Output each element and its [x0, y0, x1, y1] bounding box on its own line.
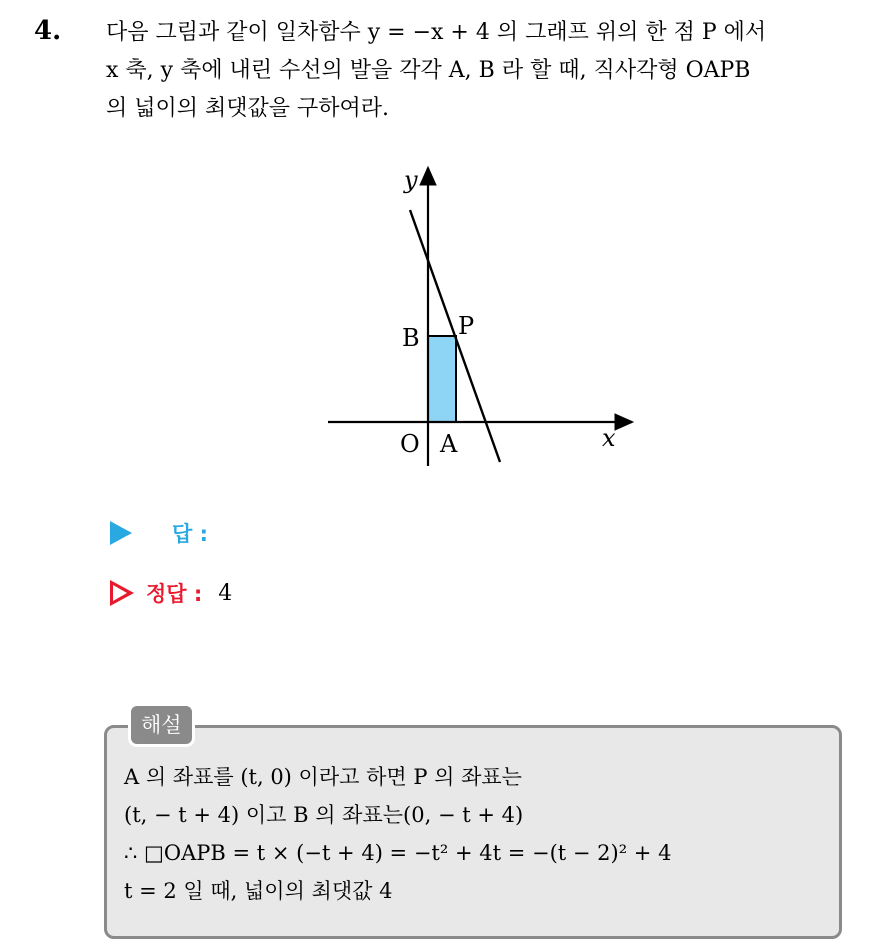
- outline-arrow-icon: [110, 580, 134, 606]
- answer-label: 답 :: [172, 522, 208, 546]
- solution-tab: 해설: [128, 703, 195, 747]
- problem-line-1: 다음 그림과 같이 일차함수 y = −x + 4 의 그래프 위의 한 점 P 에서: [106, 20, 767, 45]
- point-a-label: A: [440, 430, 458, 458]
- y-axis-label: y: [404, 166, 418, 194]
- problem-line-3: 의 넓이의 최댓값을 구하여라.: [106, 96, 389, 121]
- solution-line-3: ∴ □OAPB = t × (−t + 4) = −t² + 4t = −(t − 2)² + 4: [124, 841, 672, 865]
- solution-text: [124, 758, 671, 910]
- graph-figure: [320, 158, 650, 468]
- correct-answer-label: 정답 :: [146, 582, 203, 606]
- problem-number: 4.: [34, 16, 62, 46]
- filled-arrow-icon: [110, 521, 132, 545]
- problem-text: [106, 14, 866, 128]
- point-b-label: B: [402, 324, 420, 352]
- solution-line-4: t = 2 일 때, 넓이의 최댓값 4: [124, 879, 393, 903]
- correct-answer-value: 4: [218, 580, 233, 606]
- solution-line-2: (t, − t + 4) 이고 B 의 좌표는(0, − t + 4): [124, 803, 524, 827]
- function-line: [410, 210, 500, 462]
- answer-row: [110, 518, 208, 548]
- solution-line-1: A 의 좌표를 (t, 0) 이라고 하면 P 의 좌표는: [124, 765, 522, 789]
- origin-label: O: [400, 430, 420, 458]
- x-axis-label: x: [602, 424, 616, 452]
- problem-line-2: x 축, y 축에 내린 수선의 발을 각각 A, B 라 할 때, 직사각형 OAPB: [106, 58, 751, 83]
- rectangle-oapb: [428, 336, 456, 422]
- point-p-label: P: [458, 312, 475, 340]
- correct-answer-row: [110, 578, 232, 608]
